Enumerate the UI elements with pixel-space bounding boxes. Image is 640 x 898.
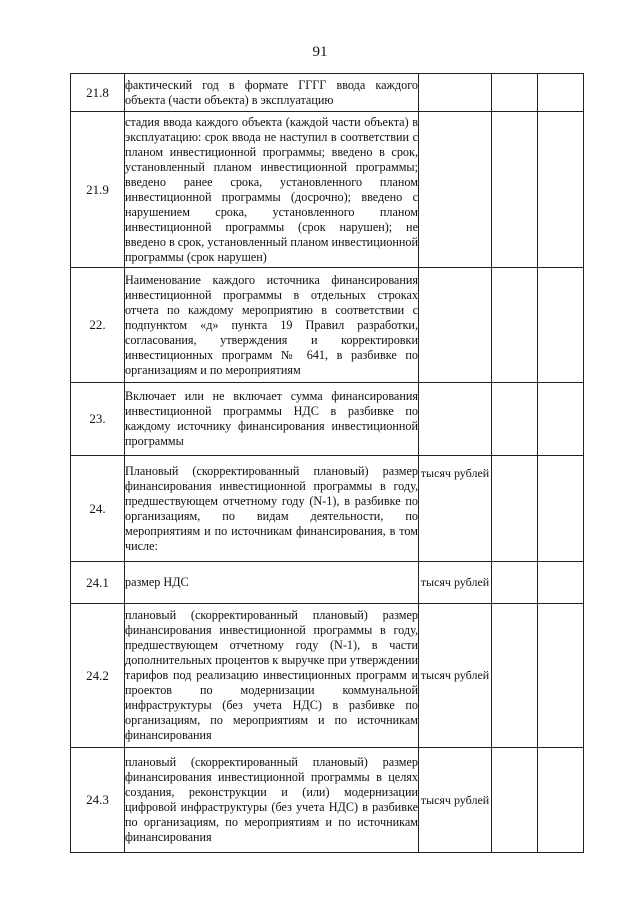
row-number: 21.9 xyxy=(71,112,125,268)
row-unit: тысяч рублей xyxy=(419,748,492,853)
row-value-cell xyxy=(538,748,584,853)
row-number: 24.3 xyxy=(71,748,125,853)
row-number: 24.1 xyxy=(71,562,125,604)
row-description: Плановый (скорректированный плановый) размер финансирования инвестиционной программы в году, предшествующем отчетному году (N-1), в разбивке по организациям, по видам деятельности, по мероприятиям и по источникам финансирования, в том числе: xyxy=(125,456,419,562)
row-unit xyxy=(419,74,492,112)
row-description: Наименование каждого источника финансирования инвестиционной программы в отдельных строках отчета по каждому мероприятию в соответствии с подпунктом «д» пункта 19 Правил разработки, согласования, утверждения и корректировки инвестиционных программ № 641, в разбивке по организациям и по мероприятиям xyxy=(125,268,419,383)
row-value-cell xyxy=(492,456,538,562)
row-description: стадия ввода каждого объекта (каждой части объекта) в эксплуатацию: срок ввода не наступил в соответствии с планом инвестиционной программы; введено в срок, установленный планом инвестиционной программы; введено ранее срока, установленного планом инвестиционной программы (досрочно); введено с нарушением срока, установленного планом инвестиционной программы (срок нарушен); не введено в срок, установленный планом инвестиционной программы (срок нарушен) xyxy=(125,112,419,268)
table-row xyxy=(71,74,584,112)
row-value-cell xyxy=(538,383,584,456)
row-value-cell xyxy=(492,268,538,383)
row-number: 21.8 xyxy=(71,74,125,112)
row-value-cell xyxy=(538,456,584,562)
row-description: плановый (скорректированный плановый) размер финансирования инвестиционной программы в году, предшествующем отчетному году (N-1), в части дополнительных процентов к выручке при утверждении тарифов под реализацию инвестиционных программ и проектов по модернизации коммунальной инфраструктуры (без учета НДС) в разбивке по организациям, по мероприятиям и по источникам финансирования xyxy=(125,604,419,748)
row-unit xyxy=(419,268,492,383)
row-value-cell xyxy=(538,604,584,748)
table-row xyxy=(71,456,584,562)
table-row xyxy=(71,604,584,748)
row-value-cell xyxy=(492,383,538,456)
row-description: плановый (скорректированный плановый) размер финансирования инвестиционной программы в целях создания, реконструкции и (или) модернизации цифровой инфраструктуры (без учета НДС) в разбивке по организациям, по мероприятиям и по источникам финансирования xyxy=(125,748,419,853)
table-row xyxy=(71,112,584,268)
row-description: фактический год в формате ГГГГ ввода каждого объекта (части объекта) в эксплуатацию xyxy=(125,74,419,112)
row-value-cell xyxy=(492,74,538,112)
row-value-cell xyxy=(492,112,538,268)
row-description: Включает или не включает сумма финансирования инвестиционной программы НДС в разбивке по каждому источнику финансирования инвестиционной программы xyxy=(125,383,419,456)
row-unit: тысяч рублей xyxy=(419,456,492,562)
table-row xyxy=(71,562,584,604)
row-number: 24.2 xyxy=(71,604,125,748)
row-number: 24. xyxy=(71,456,125,562)
row-value-cell xyxy=(538,112,584,268)
row-description: размер НДС xyxy=(125,562,419,604)
table-row xyxy=(71,748,584,853)
row-value-cell xyxy=(538,268,584,383)
row-unit: тысяч рублей xyxy=(419,604,492,748)
row-value-cell xyxy=(492,748,538,853)
table-row xyxy=(71,268,584,383)
row-value-cell xyxy=(538,562,584,604)
requirements-table xyxy=(70,73,584,853)
row-value-cell xyxy=(492,604,538,748)
page-number: 91 xyxy=(312,44,328,60)
row-unit xyxy=(419,112,492,268)
row-number: 22. xyxy=(71,268,125,383)
row-value-cell xyxy=(538,74,584,112)
row-unit xyxy=(419,383,492,456)
row-value-cell xyxy=(492,562,538,604)
table-row xyxy=(71,383,584,456)
row-unit: тысяч рублей xyxy=(419,562,492,604)
row-number: 23. xyxy=(71,383,125,456)
